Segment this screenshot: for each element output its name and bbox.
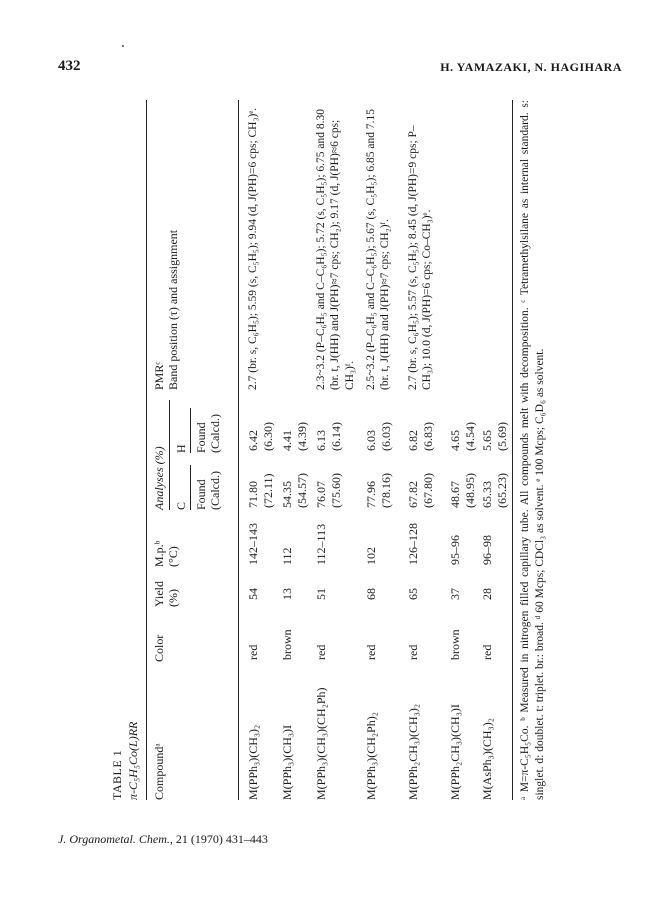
row1-c-calcd: (72.11) xyxy=(261,473,276,508)
header-c-found: Found xyxy=(194,479,208,510)
row4-pmr: 2.5~3.2 (P–C₆H₅ and C–C₆H₅); 5.67 (s, C₅H₅); 6.85 and 7.15 (br. t, J(HH) and J(PH)≈7 cps; CH₂)ᶠ. xyxy=(365,108,392,390)
row4-yield: 68 xyxy=(364,588,378,600)
header-compound: Compoundᵃ xyxy=(152,743,166,800)
row7-h xyxy=(480,422,510,451)
row1-mp: 142–143 xyxy=(246,523,260,565)
row5-c xyxy=(406,473,436,508)
row1-color: red xyxy=(246,644,260,660)
row6-h-found: 4.65 xyxy=(448,430,462,451)
header-yield xyxy=(152,581,181,607)
h-subrule xyxy=(190,408,191,453)
row3-h-calcd: (6.14) xyxy=(329,422,344,451)
header-c-calcd: (Calcd.) xyxy=(208,471,223,510)
row3-h-found: 6.13 xyxy=(314,430,328,451)
row2-h-calcd: (4.39) xyxy=(295,422,310,451)
row1-pmr: 2.7 (br. s, C₆H₅); 5.59 (s, C₅H₅); 9.94 (d, J(PH)=6 cps; CH₃)ᵉ. xyxy=(247,107,259,390)
table-footnote: ᵃ M=π-C₅H₅Co. ᵇ Measured in nitrogen filled capillary tube. All compounds melt with decomposition. ᶜ Tetramethylsilane as internal standard. s: singlet. d: doublet. t: triplet. br.: broad. ᵈ 60 Mcps; CDCl₃ as solvent. ᵉ 100 Mcps; C₆D₆ as solvent. xyxy=(519,100,546,800)
row2-compound: M(PPh₃)(CH₃)I xyxy=(280,724,294,800)
row1-compound: M(PPh₃)(CH₃)₂ xyxy=(246,724,260,800)
header-h-calcd: (Calcd.) xyxy=(208,414,223,453)
row4-mp: 102 xyxy=(364,547,378,565)
row2-h-found: 4.41 xyxy=(280,430,294,451)
row3-compound: M(PPh₃)(CH₃)(CH₂Ph) xyxy=(314,687,328,800)
row1-yield: 54 xyxy=(246,588,260,600)
row6-c xyxy=(448,473,478,508)
row6-mp: 95–96 xyxy=(448,535,462,565)
row4-compound: M(PPh₃)(CH₂Ph)₂ xyxy=(364,712,378,800)
running-head-authors: H. YAMAZAKI, N. HAGIHARA xyxy=(440,60,622,74)
row6-h-calcd: (4.54) xyxy=(463,422,478,451)
row5-c-calcd: (67.80) xyxy=(421,473,436,508)
row5-h xyxy=(406,422,436,451)
header-mp xyxy=(152,541,181,567)
row7-color: red xyxy=(480,644,494,660)
row7-compound: M(AsPh₃)(CH₃)₂ xyxy=(480,718,494,800)
row6-color: brown xyxy=(448,629,462,660)
row4-color: red xyxy=(364,644,378,660)
header-yield-line1: Yield xyxy=(152,581,166,607)
header-yield-line2: (%) xyxy=(166,589,181,607)
row5-color: red xyxy=(406,644,420,660)
row5-c-found: 67.82 xyxy=(406,481,420,508)
header-h-found-calcd xyxy=(194,414,223,453)
header-color: Color xyxy=(152,634,166,662)
row3-pmr: 2.3~3.2 (P–C₆H₅ and C–C₆H₅); 5.72 (s, C₅H₅); 6.75 and 8.30 (br. t, J(HH) and J(PH)≈7 cps; CH₂); 9.17 (d, J(PH)≈6 cps; CH₃)ᶠ. xyxy=(315,108,356,390)
row7-c-found: 65.33 xyxy=(480,481,494,508)
row3-c-found: 76.07 xyxy=(314,481,328,508)
row2-color: brown xyxy=(280,629,294,660)
row7-h-found: 5.65 xyxy=(480,430,494,451)
row5-mp: 126–128 xyxy=(406,523,420,565)
row5-yield: 65 xyxy=(406,588,420,600)
row2-h xyxy=(280,422,310,451)
row2-c-calcd: (54.57) xyxy=(295,473,310,508)
rotated-table xyxy=(108,100,608,800)
row6-compound: M(PPh₂CH₃)(CH₃)I xyxy=(448,704,462,800)
row4-h-found: 6.03 xyxy=(364,430,378,451)
table-subtitle: π-C₅H₅Co(L)RR xyxy=(126,721,140,800)
header-mp-line1: M.p.ᵇ xyxy=(152,540,166,567)
row3-mp: 112–113 xyxy=(314,523,328,565)
row5-pmr: 2.7 (br. s, C₆H₅); 5.57 (s, C₅H₅); 8.45 (d, J(PH)=9 cps; P–CH₃); 10.0 (d, J(PH)=6 cps; Co–CH₃)ᵉ. xyxy=(407,125,434,390)
row2-c xyxy=(280,473,310,508)
c-subrule xyxy=(190,465,191,510)
row6-c-calcd: (48.95) xyxy=(463,473,478,508)
page-number: 432 xyxy=(58,58,81,74)
row5-h-calcd: (6.83) xyxy=(421,422,436,451)
row3-c xyxy=(314,473,344,508)
row4-h-calcd: (6.03) xyxy=(379,422,394,451)
table-label: TABLE 1 xyxy=(110,749,124,800)
row7-h-calcd: (5.69) xyxy=(495,422,510,451)
header-c: C xyxy=(174,501,188,510)
header-pmr-line2: Band position (τ) and assignment xyxy=(166,229,181,390)
row1-h-calcd: (6.30) xyxy=(261,422,276,451)
table-header-rule xyxy=(238,100,239,800)
row1-c xyxy=(246,473,276,508)
row3-color: red xyxy=(314,644,328,660)
row2-c-found: 54.35 xyxy=(280,481,294,508)
header-analyses: Analyses (%) xyxy=(152,446,166,510)
row4-h xyxy=(364,422,394,451)
row5-compound: M(PPh₂CH₃)(CH₃)₂ xyxy=(406,703,420,800)
row7-c-calcd: (65.23) xyxy=(495,473,510,508)
row4-c-calcd: (78.16) xyxy=(379,473,394,508)
row3-h xyxy=(314,422,344,451)
row7-mp: 96–98 xyxy=(480,535,494,565)
table-top-rule xyxy=(146,100,147,800)
header-h-found: Found xyxy=(194,422,208,453)
header-c-found-calcd xyxy=(194,471,223,510)
row3-yield: 51 xyxy=(314,588,328,600)
header-pmr-line1: PMRᶜ xyxy=(152,361,166,390)
row3-c-calcd: (75.60) xyxy=(329,473,344,508)
header-h: H xyxy=(174,444,188,453)
row7-c xyxy=(480,473,510,508)
row1-h xyxy=(246,422,276,451)
row7-yield: 28 xyxy=(480,588,494,600)
analyses-subrule xyxy=(169,400,170,510)
header-mp-line2: (°C) xyxy=(166,546,181,567)
header-pmr xyxy=(152,230,181,390)
journal-reference xyxy=(58,832,268,847)
row4-c xyxy=(364,473,394,508)
table-bottom-rule xyxy=(512,100,513,800)
row6-yield: 37 xyxy=(448,588,462,600)
row6-h xyxy=(448,422,478,451)
row1-c-found: 71.80 xyxy=(246,481,260,508)
row2-yield: 13 xyxy=(280,588,294,600)
row6-c-found: 48.67 xyxy=(448,481,462,508)
journal-name: J. Organometal. Chem. xyxy=(58,832,170,846)
row1-h-found: 6.42 xyxy=(246,430,260,451)
scan-speck xyxy=(122,45,124,47)
row5-h-found: 6.82 xyxy=(406,430,420,451)
row2-mp: 112 xyxy=(280,547,294,565)
journal-citation: , 21 (1970) 431–443 xyxy=(169,832,268,846)
row4-c-found: 77.96 xyxy=(364,481,378,508)
